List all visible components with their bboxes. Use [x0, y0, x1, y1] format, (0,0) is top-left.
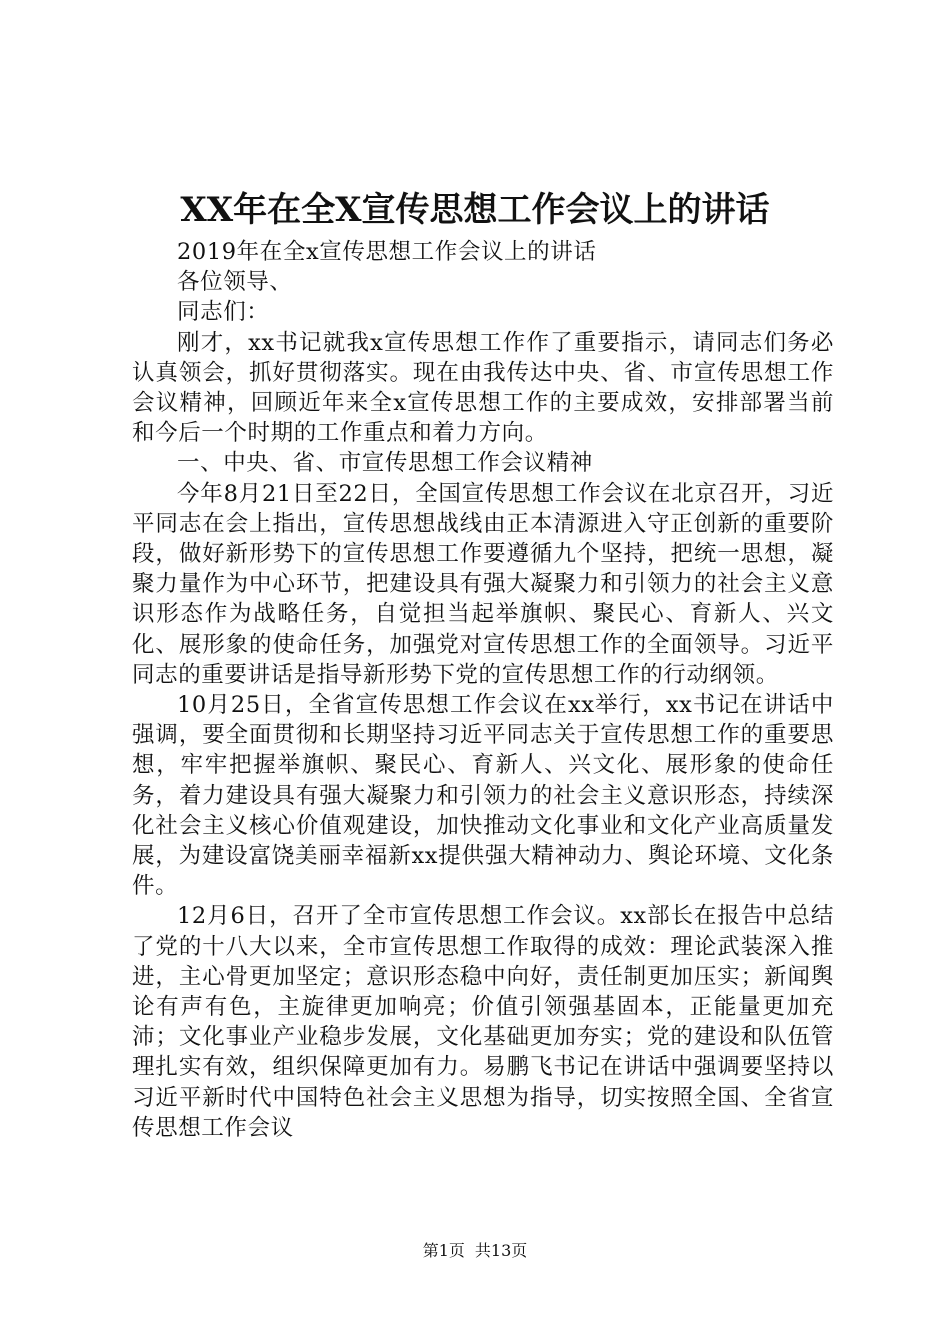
body-paragraph: 12月6日，召开了全市宣传思想工作会议。xx部长在报告中总结了党的十八大以来，全市宣传思想工作取得的成效：理论武装深入推进，主心骨更加坚定；意识形态稳中向好，责任制更加压实；新闻舆论有声有色，主旋律更加响亮；价值引领强基固本，正能量更加充沛；文化事业产业稳步发展，文化基础更加夯实；党的建设和队伍管理扎实有效，组织保障更加有力。易鹏飞书记在讲话中强调要坚持以习近平新时代中国特色社会主义思想为指导，切实按照全国、全省宣传思想工作会议: [132, 903, 834, 1141]
page-number: 第1页: [422, 1241, 465, 1260]
salutation-line: 各位领导、: [177, 269, 293, 296]
salutation-line: 同志们：: [177, 299, 270, 326]
section-heading: 一、中央、省、市宣传思想工作会议精神: [177, 450, 593, 477]
document-title: XX年在全X宣传思想工作会议上的讲话: [180, 190, 770, 230]
subtitle-paragraph: 2019年在全x宣传思想工作会议上的讲话: [177, 239, 597, 265]
body-paragraph: 今年8月21日至22日，全国宣传思想工作会议在北京召开，习近平同志在会上指出，宣传思想战线由正本清源进入守正创新的重要阶段，做好新形势下的宣传思想工作要遵循九个坚持，把统一思想，凝聚力量作为中心环节，把建设具有强大凝聚力和引领力的社会主义意识形态作为战略任务，自觉担当起举旗帜、聚民心、育新人、兴文化、展形象的使命任务，加强党对宣传思想工作的全面领导。习近平同志的重要讲话是指导新形势下党的宣传思想工作的行动纲领。: [132, 480, 834, 688]
document-body: [132, 237, 834, 1143]
body-paragraph: 刚才，xx书记就我x宣传思想工作作了重要指示，请同志们务必认真领会，抓好贯彻落实。现在由我传达中央、省、市宣传思想工作会议精神，回顾近年来全x宣传思想工作的主要成效，安排部署当前和今后一个时期的工作重点和着力方向。: [132, 329, 834, 447]
page-total: 共13页: [474, 1241, 528, 1260]
page-footer: [0, 1240, 950, 1262]
body-paragraph: 10月25日，全省宣传思想工作会议在xx举行，xx书记在讲话中强调，要全面贯彻和长期坚持习近平同志关于宣传思想工作的重要思想，牢牢把握举旗帜、聚民心、育新人、兴文化、展形象的使命任务，着力建设具有强大凝聚力和引领力的社会主义意识形态，持续深化社会主义核心价值观建设，加快推动文化事业和文化产业高质量发展，为建设富饶美丽幸福新xx提供强大精神动力、舆论环境、文化条件。: [132, 692, 834, 900]
